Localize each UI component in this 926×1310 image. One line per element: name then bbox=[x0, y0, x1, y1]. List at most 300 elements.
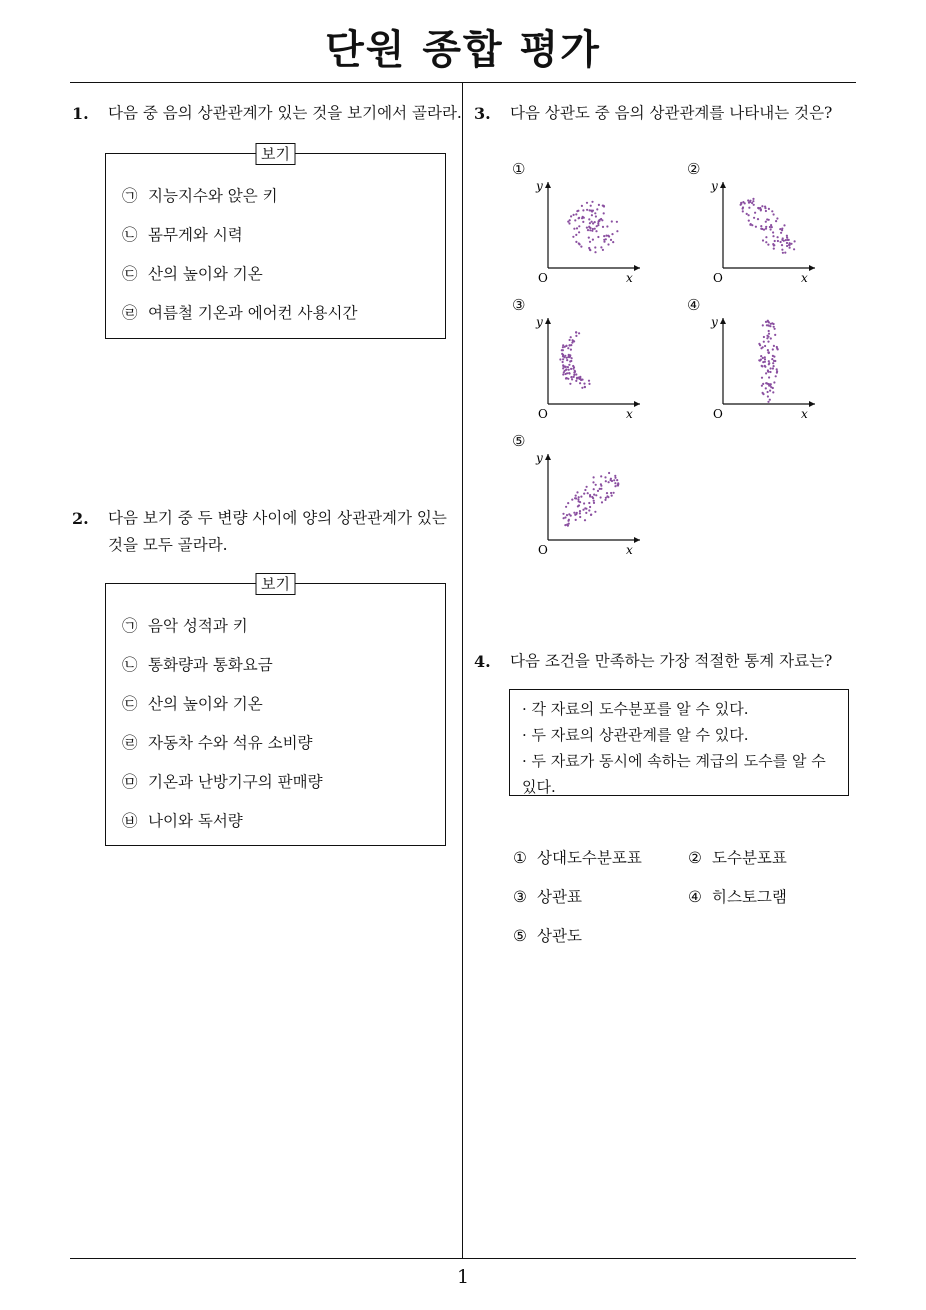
y-axis-arrow bbox=[545, 318, 551, 324]
choice-mark: ④ bbox=[687, 296, 701, 314]
y-axis-arrow bbox=[545, 182, 551, 188]
scatter-point bbox=[777, 236, 779, 238]
scatter-point bbox=[768, 208, 770, 210]
scatter-point bbox=[595, 230, 597, 232]
scatter-point bbox=[576, 491, 578, 493]
example-item: ㉡ 몸무게와 시력 bbox=[122, 226, 243, 244]
origin-label: O bbox=[713, 407, 723, 421]
x-axis-label: x bbox=[801, 271, 808, 285]
scatter-point bbox=[575, 234, 577, 236]
scatter-point bbox=[567, 356, 569, 358]
scatter-point bbox=[749, 200, 751, 202]
scatter-point bbox=[752, 200, 754, 202]
scatter-point bbox=[762, 239, 764, 241]
scatter-point bbox=[788, 244, 790, 246]
scatter-choice-5[interactable] bbox=[512, 432, 652, 557]
example-item: ㉥ 나이와 독서량 bbox=[122, 812, 243, 830]
scatter-point bbox=[776, 372, 778, 374]
scatter-point bbox=[610, 478, 612, 480]
scatter-point bbox=[570, 376, 572, 378]
scatter-point bbox=[614, 485, 616, 487]
scatter-point bbox=[765, 372, 767, 374]
scatter-point bbox=[575, 213, 577, 215]
scatter-point bbox=[583, 493, 585, 495]
example-box-label: 보기 bbox=[255, 143, 296, 165]
question-3 bbox=[474, 100, 854, 127]
scatter-point bbox=[788, 239, 790, 241]
scatter-point bbox=[783, 240, 785, 242]
scatter-point bbox=[616, 230, 618, 232]
scatter-point bbox=[774, 328, 776, 330]
scatter-plot bbox=[512, 160, 652, 285]
scatter-point bbox=[571, 357, 573, 359]
scatter-point bbox=[616, 479, 618, 481]
scatter-point bbox=[758, 343, 760, 345]
scatter-point bbox=[578, 332, 580, 334]
scatter-point bbox=[600, 483, 602, 485]
page-number: 1 bbox=[456, 1266, 470, 1288]
scatter-point bbox=[790, 243, 792, 245]
scatter-point bbox=[600, 246, 602, 248]
scatter-point bbox=[578, 496, 580, 498]
scatter-point bbox=[582, 209, 584, 211]
choice-mark: ② bbox=[687, 160, 701, 178]
question-number: 3. bbox=[474, 104, 491, 123]
scatter-point bbox=[763, 336, 765, 338]
scatter-point bbox=[589, 241, 591, 243]
scatter-point bbox=[767, 349, 769, 351]
question-1 bbox=[72, 100, 462, 127]
scatter-point bbox=[570, 368, 572, 370]
scatter-point bbox=[762, 324, 764, 326]
scatter-point bbox=[575, 331, 577, 333]
example-item: ㉡ 통화량과 통화요금 bbox=[122, 656, 273, 674]
y-axis-label: y bbox=[536, 315, 543, 329]
answer-choice-5[interactable]: ⑤ 상관도 bbox=[513, 927, 582, 945]
scatter-point bbox=[754, 212, 756, 214]
scatter-point bbox=[578, 217, 580, 219]
scatter-point bbox=[748, 207, 750, 209]
scatter-point bbox=[767, 401, 769, 403]
scatter-point bbox=[575, 241, 577, 243]
origin-label: O bbox=[538, 543, 548, 557]
scatter-point bbox=[773, 381, 775, 383]
scatter-point bbox=[589, 249, 591, 251]
scatter-point bbox=[562, 344, 564, 346]
scatter-point bbox=[777, 348, 779, 350]
scatter-point bbox=[576, 227, 578, 229]
scatter-point bbox=[568, 222, 570, 224]
scatter-point bbox=[584, 507, 586, 509]
scatter-point bbox=[603, 241, 605, 243]
scatter-point bbox=[601, 501, 603, 503]
scatter-point bbox=[786, 245, 788, 247]
scatter-choice-3[interactable] bbox=[512, 296, 652, 421]
scatter-point bbox=[575, 373, 577, 375]
scatter-point bbox=[566, 359, 568, 361]
example-box-2 bbox=[105, 575, 446, 846]
scatter-point bbox=[793, 248, 795, 250]
scatter-point bbox=[789, 247, 791, 249]
scatter-point bbox=[568, 519, 570, 521]
scatter-point bbox=[565, 377, 567, 379]
scatter-point bbox=[574, 219, 576, 221]
x-axis-label: x bbox=[801, 407, 808, 421]
scatter-point bbox=[565, 369, 567, 371]
scatter-point bbox=[571, 499, 573, 501]
column-divider bbox=[462, 83, 463, 1258]
bottom-rule bbox=[70, 1258, 856, 1259]
scatter-point bbox=[563, 371, 565, 373]
scatter-point bbox=[602, 226, 604, 228]
x-axis-arrow bbox=[634, 537, 640, 543]
scatter-point bbox=[583, 502, 585, 504]
scatter-point bbox=[562, 346, 564, 348]
scatter-point bbox=[748, 220, 750, 222]
scatter-point bbox=[578, 231, 580, 233]
scatter-point bbox=[569, 383, 571, 385]
x-axis-label: x bbox=[626, 543, 633, 557]
scatter-plot bbox=[687, 296, 827, 421]
scatter-point bbox=[742, 206, 744, 208]
scatter-point bbox=[776, 368, 778, 370]
answer-choice-2[interactable]: ② 도수분포표 bbox=[688, 849, 787, 867]
scatter-point bbox=[779, 228, 781, 230]
x-axis-arrow bbox=[634, 401, 640, 407]
scatter-point bbox=[781, 229, 783, 231]
scatter-point bbox=[761, 377, 763, 379]
answer-choice-4[interactable]: ④ 히스토그램 bbox=[688, 888, 787, 906]
question-number: 1. bbox=[72, 104, 89, 123]
scatter-point bbox=[611, 480, 613, 482]
scatter-point bbox=[570, 215, 572, 217]
scatter-point bbox=[562, 361, 564, 363]
scatter-point bbox=[772, 235, 774, 237]
scatter-point bbox=[593, 494, 595, 496]
scatter-point bbox=[614, 477, 616, 479]
scatter-point bbox=[762, 357, 764, 359]
scatter-point bbox=[751, 224, 753, 226]
scatter-point bbox=[591, 201, 593, 203]
scatter-point bbox=[593, 476, 595, 478]
scatter-plot bbox=[512, 432, 652, 557]
answer-choice-1[interactable]: ① 상대도수분포표 bbox=[513, 849, 642, 867]
scatter-point bbox=[753, 204, 755, 206]
scatter-point bbox=[769, 226, 771, 228]
scatter-point bbox=[594, 251, 596, 253]
scatter-point bbox=[564, 524, 566, 526]
scatter-point bbox=[592, 222, 594, 224]
scatter-point bbox=[579, 510, 581, 512]
scatter-point bbox=[772, 367, 774, 369]
scatter-point bbox=[617, 484, 619, 486]
scatter-point bbox=[593, 502, 595, 504]
scatter-point bbox=[761, 385, 763, 387]
scatter-point bbox=[579, 516, 581, 518]
choice-mark: ⑤ bbox=[512, 432, 526, 450]
scatter-point bbox=[781, 249, 783, 251]
scatter-point bbox=[605, 480, 607, 482]
scatter-point bbox=[570, 515, 572, 517]
scatter-point bbox=[596, 208, 598, 210]
answer-choice-3[interactable]: ③ 상관표 bbox=[513, 888, 582, 906]
scatter-point bbox=[600, 488, 602, 490]
scatter-point bbox=[567, 366, 569, 368]
scatter-point bbox=[581, 205, 583, 207]
scatter-point bbox=[589, 222, 591, 224]
origin-label: O bbox=[538, 271, 548, 285]
scatter-point bbox=[768, 363, 770, 365]
scatter-point bbox=[764, 356, 766, 358]
scatter-point bbox=[773, 244, 775, 246]
scatter-point bbox=[772, 348, 774, 350]
scatter-point bbox=[740, 204, 742, 206]
scatter-point bbox=[591, 496, 593, 498]
scatter-choice-4[interactable] bbox=[687, 296, 827, 421]
scatter-point bbox=[573, 376, 575, 378]
scatter-point bbox=[559, 358, 561, 360]
scatter-point bbox=[611, 233, 613, 235]
scatter-point bbox=[594, 246, 596, 248]
scatter-point bbox=[593, 488, 595, 490]
scatter-point bbox=[590, 514, 592, 516]
example-item: ㉣ 여름철 기온과 에어컨 사용시간 bbox=[122, 304, 358, 322]
scatter-point bbox=[584, 519, 586, 521]
x-axis-arrow bbox=[809, 401, 815, 407]
scatter-point bbox=[762, 392, 764, 394]
scatter-point bbox=[770, 228, 772, 230]
scatter-point bbox=[564, 346, 566, 348]
example-item: ㉣ 자동차 수와 석유 소비량 bbox=[122, 734, 313, 752]
scatter-point bbox=[561, 353, 563, 355]
scatter-point bbox=[603, 235, 605, 237]
scatter-point bbox=[592, 228, 594, 230]
scatter-point bbox=[764, 345, 766, 347]
condition-line: · 각 자료의 도수분포를 알 수 있다. bbox=[522, 700, 749, 718]
scatter-point bbox=[575, 380, 577, 382]
scatter-point bbox=[589, 227, 591, 229]
scatter-point bbox=[614, 482, 616, 484]
origin-label: O bbox=[538, 407, 548, 421]
scatter-point bbox=[774, 334, 776, 336]
scatter-point bbox=[613, 479, 615, 481]
scatter-point bbox=[573, 512, 575, 514]
choice-mark: ① bbox=[512, 160, 526, 178]
scatter-point bbox=[600, 218, 602, 220]
scatter-point bbox=[568, 369, 570, 371]
scatter-point bbox=[613, 492, 615, 494]
scatter-point bbox=[772, 362, 774, 364]
scatter-point bbox=[586, 202, 588, 204]
question-4 bbox=[474, 648, 854, 675]
scatter-point bbox=[567, 347, 569, 349]
scatter-point bbox=[749, 224, 751, 226]
example-item: ㉢ 산의 높이와 기온 bbox=[122, 265, 263, 283]
scatter-point bbox=[770, 337, 772, 339]
scatter-point bbox=[572, 365, 574, 367]
condition-line: · 두 자료의 상관관계를 알 수 있다. bbox=[522, 726, 749, 744]
scatter-point bbox=[611, 220, 613, 222]
scatter-point bbox=[587, 492, 589, 494]
scatter-point bbox=[576, 210, 578, 212]
scatter-point bbox=[562, 373, 564, 375]
scatter-point bbox=[583, 383, 585, 385]
scatter-point bbox=[575, 495, 577, 497]
scatter-point bbox=[767, 244, 769, 246]
y-axis-label: y bbox=[711, 315, 718, 329]
scatter-choice-2[interactable] bbox=[687, 160, 827, 285]
y-axis-arrow bbox=[545, 454, 551, 460]
scatter-point bbox=[578, 504, 580, 506]
scatter-point bbox=[573, 228, 575, 230]
scatter-point bbox=[594, 228, 596, 230]
scatter-point bbox=[765, 226, 767, 228]
scatter-point bbox=[780, 241, 782, 243]
scatter-point bbox=[561, 349, 563, 351]
scatter-point bbox=[578, 225, 580, 227]
scatter-point bbox=[760, 359, 762, 361]
scatter-point bbox=[773, 213, 775, 215]
scatter-point bbox=[588, 383, 590, 385]
scatter-point bbox=[768, 360, 770, 362]
scatter-point bbox=[777, 240, 779, 242]
scatter-point bbox=[606, 225, 608, 227]
scatter-point bbox=[586, 227, 588, 229]
scatter-point bbox=[770, 323, 772, 325]
scatter-point bbox=[773, 326, 775, 328]
scatter-point bbox=[789, 242, 791, 244]
scatter-point bbox=[570, 336, 572, 338]
scatter-point bbox=[780, 232, 782, 234]
scatter-point bbox=[607, 243, 609, 245]
scatter-point bbox=[772, 391, 774, 393]
scatter-point bbox=[773, 345, 775, 347]
condition-line: · 두 자료가 동시에 속하는 계급의 도수를 알 수 bbox=[522, 752, 826, 770]
scatter-point bbox=[766, 218, 768, 220]
scatter-point bbox=[580, 496, 582, 498]
scatter-point bbox=[766, 382, 768, 384]
scatter-point bbox=[565, 506, 567, 508]
scatter-point bbox=[578, 500, 580, 502]
scatter-point bbox=[577, 498, 579, 500]
scatter-point bbox=[761, 365, 763, 367]
scatter-point bbox=[760, 355, 762, 357]
x-axis-arrow bbox=[634, 265, 640, 271]
question-text: 다음 중 음의 상관관계가 있는 것을 보기에서 골라라. bbox=[108, 104, 462, 122]
scatter-point bbox=[562, 367, 564, 369]
scatter-point bbox=[562, 365, 564, 367]
scatter-point bbox=[574, 497, 576, 499]
scatter-point bbox=[582, 221, 584, 223]
scatter-point bbox=[579, 512, 581, 514]
question-text: 다음 조건을 만족하는 가장 적절한 통계 자료는? bbox=[510, 652, 833, 670]
example-box-label: 보기 bbox=[255, 573, 296, 595]
scatter-point bbox=[572, 340, 574, 342]
scatter-point bbox=[597, 490, 599, 492]
question-2 bbox=[72, 505, 462, 559]
example-item: ㉠ 음악 성적과 키 bbox=[122, 617, 248, 635]
y-axis-label: y bbox=[536, 451, 543, 465]
question-text: 다음 보기 중 두 변량 사이에 양의 상관관계가 있는 bbox=[108, 509, 447, 527]
scatter-point bbox=[765, 236, 767, 238]
scatter-point bbox=[574, 370, 576, 372]
scatter-point bbox=[569, 339, 571, 341]
scatter-point bbox=[581, 387, 583, 389]
scatter-point bbox=[794, 240, 796, 242]
scatter-point bbox=[595, 484, 597, 486]
scatter-point bbox=[764, 366, 766, 368]
scatter-point bbox=[768, 333, 770, 335]
scatter-point bbox=[755, 226, 757, 228]
scatter-point bbox=[747, 199, 749, 201]
y-axis-arrow bbox=[720, 318, 726, 324]
scatter-point bbox=[591, 214, 593, 216]
scatter-point bbox=[774, 240, 776, 242]
scatter-point bbox=[758, 207, 760, 209]
scatter-point bbox=[568, 372, 570, 374]
scatter-point bbox=[744, 202, 746, 204]
scatter-point bbox=[765, 321, 767, 323]
scatter-point bbox=[567, 502, 569, 504]
scatter-choice-1[interactable] bbox=[512, 160, 652, 285]
origin-label: O bbox=[713, 271, 723, 285]
scatter-point bbox=[760, 228, 762, 230]
scatter-point bbox=[612, 241, 614, 243]
scatter-point bbox=[595, 494, 597, 496]
scatter-point bbox=[605, 235, 607, 237]
scatter-point bbox=[775, 220, 777, 222]
scatter-point bbox=[594, 212, 596, 214]
scatter-point bbox=[786, 237, 788, 239]
scatter-point bbox=[771, 358, 773, 360]
example-item: ㉤ 기온과 난방기구의 판매량 bbox=[122, 773, 323, 791]
scatter-point bbox=[772, 231, 774, 233]
scatter-point bbox=[786, 242, 788, 244]
scatter-point bbox=[782, 237, 784, 239]
scatter-point bbox=[753, 217, 755, 219]
scatter-point bbox=[616, 221, 618, 223]
scatter-point bbox=[584, 386, 586, 388]
scatter-point bbox=[765, 241, 767, 243]
scatter-point bbox=[770, 367, 772, 369]
scatter-point bbox=[568, 364, 570, 366]
scatter-point bbox=[769, 390, 771, 392]
scatter-point bbox=[767, 370, 769, 372]
scatter-point bbox=[589, 495, 591, 497]
scatter-point bbox=[591, 221, 593, 223]
scatter-point bbox=[603, 239, 605, 241]
scatter-point bbox=[589, 506, 591, 508]
scatter-point bbox=[773, 356, 775, 358]
scatter-point bbox=[784, 252, 786, 254]
x-axis-label: x bbox=[626, 407, 633, 421]
scatter-point bbox=[748, 214, 750, 216]
scatter-plot bbox=[512, 296, 652, 421]
question-text: 것을 모두 골라라. bbox=[108, 536, 228, 554]
scatter-point bbox=[766, 337, 768, 339]
scatter-point bbox=[783, 224, 785, 226]
scatter-point bbox=[603, 212, 605, 214]
scatter-point bbox=[781, 244, 783, 246]
scatter-point bbox=[767, 391, 769, 393]
scatter-point bbox=[575, 335, 577, 337]
scatter-point bbox=[586, 209, 588, 211]
scatter-point bbox=[570, 349, 572, 351]
scatter-point bbox=[608, 472, 610, 474]
scatter-point bbox=[592, 239, 594, 241]
scatter-point bbox=[562, 513, 564, 515]
scatter-point bbox=[573, 214, 575, 216]
